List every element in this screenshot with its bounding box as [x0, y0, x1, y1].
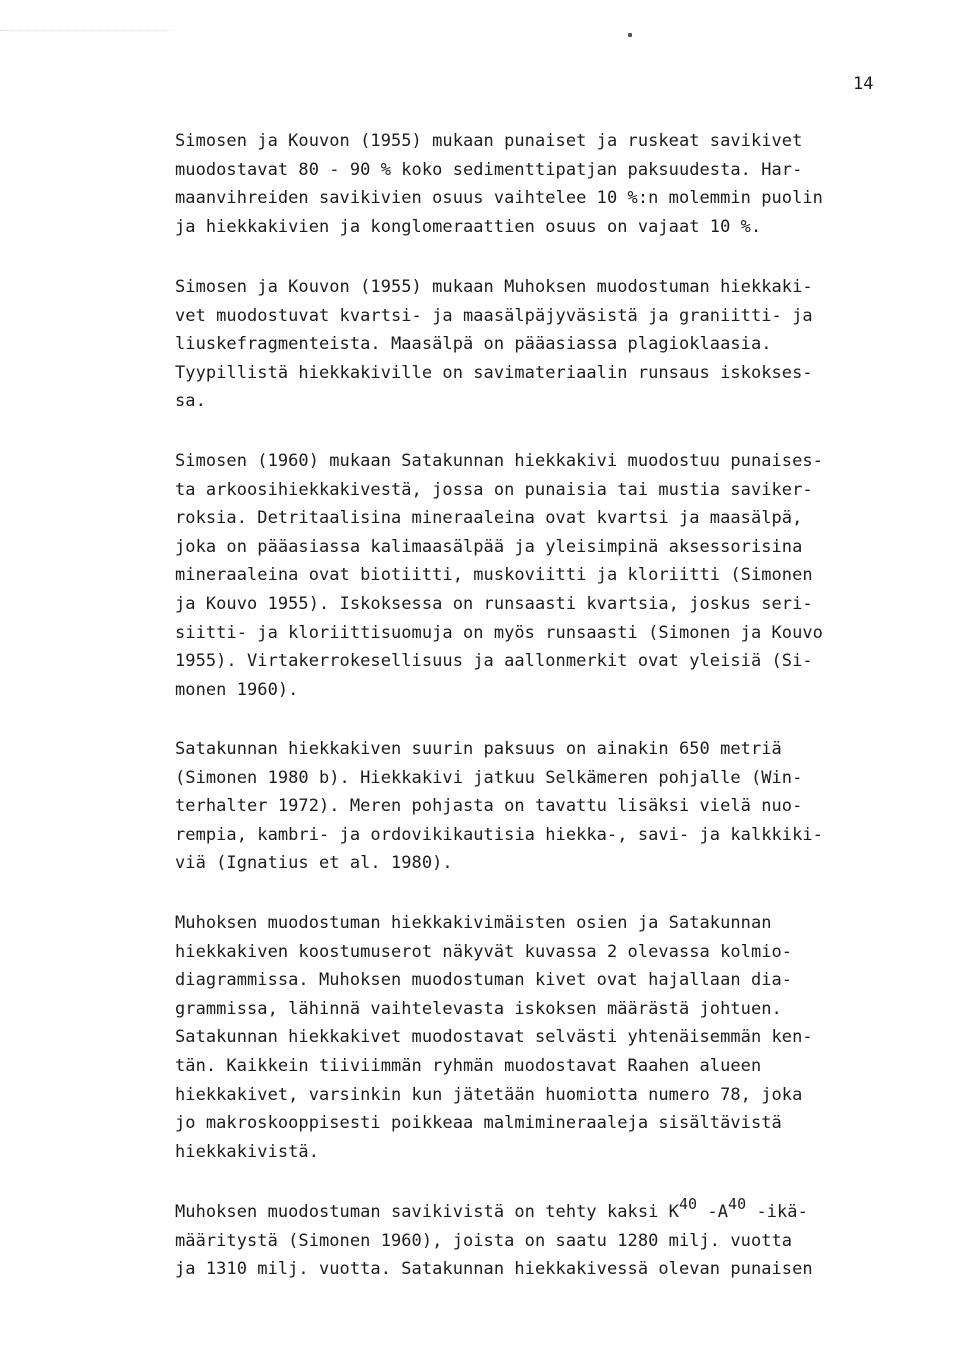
- text-line: diagrammissa. Muhoksen muodostuman kivet ovat hajallaan dia-: [175, 970, 793, 991]
- scan-speck: [628, 33, 632, 37]
- text-line: (Simonen 1980 b). Hiekkakivi jatkuu Selkämeren pohjalle (Win-: [175, 767, 803, 788]
- text-line: tän. Kaikkein tiiviimmän ryhmän muodostavat Raahen alueen: [175, 1055, 762, 1076]
- text-line: hiekkakivet, varsinkin kun jätetään huomiotta numero 78, joka: [175, 1084, 803, 1105]
- text-line: Simosen (1960) mukaan Satakunnan hiekkakivi muodostuu punaises-: [175, 451, 823, 471]
- paragraph-4: [175, 735, 823, 878]
- text-line: Simosen ja Kouvon (1955) mukaan Muhoksen muodostuman hiekkaki-: [175, 277, 813, 297]
- text-line: määritystä (Simonen 1960), joista on saatu 1280 milj. vuotta: [175, 1230, 793, 1251]
- text-line: liuskefragmenteista. Maasälpä on pääasiassa plagioklaasia.: [175, 334, 772, 355]
- text-line: ja 1310 milj. vuotta. Satakunnan hiekkakivessä olevan punaisen: [175, 1259, 813, 1280]
- text-line: roksia. Detritaalisina mineraaleina ovat kvartsi ja maasälpä,: [175, 508, 803, 529]
- scan-artifact: [0, 30, 170, 39]
- text-line-with-isotopes: [175, 1195, 813, 1227]
- text-line: ja Kouvo 1955). Iskoksessa on runsaasti kvartsia, joskus seri-: [175, 593, 813, 614]
- text-line: ta arkoosihiekkakivestä, jossa on punaisia tai mustia saviker-: [175, 479, 813, 500]
- text-line: vet muodostuvat kvartsi- ja maasälpäjyväsistä ja graniitti- ja: [175, 305, 813, 326]
- text-line: muodostavat 80 - 90 % koko sedimenttipatjan paksuudesta. Har-: [175, 159, 803, 180]
- superscript-mass-number: 40: [678, 1195, 698, 1213]
- text-line: monen 1960).: [175, 679, 299, 700]
- text-line: ja hiekkakivien ja konglomeraattien osuus on vajaat 10 %.: [175, 216, 762, 237]
- text-segment: Muhoksen muodostuman savikivistä on tehty kaksi K: [175, 1202, 679, 1222]
- text-line: Tyypillistä hiekkakiville on savimateriaalin runsaus iskokses-: [175, 362, 813, 383]
- text-segment: -A: [697, 1202, 728, 1222]
- paragraph-1: [175, 127, 823, 241]
- text-line: mineraaleina ovat biotiitti, muskoviitti ja kloriitti (Simonen: [175, 565, 813, 586]
- text-line: Simosen ja Kouvon (1955) mukaan punaiset ja ruskeat savikivet: [175, 131, 803, 151]
- text-line: Satakunnan hiekkakiven suurin paksuus on ainakin 650 metriä: [175, 739, 782, 759]
- text-line: maanvihreiden savikivien osuus vaihtelee 10 %:n molemmin puolin: [175, 188, 823, 209]
- page-number: 14: [853, 74, 874, 94]
- paragraph-6: [175, 1195, 813, 1284]
- paragraph-2: [175, 273, 813, 416]
- text-line: rempia, kambri- ja ordovikikautisia hiekka-, savi- ja kalkkiki-: [175, 824, 823, 845]
- text-line: 1955). Virtakerrokesellisuus ja aallonmerkit ovat yleisiä (Si-: [175, 651, 813, 672]
- text-line: terhalter 1972). Meren pohjasta on tavattu lisäksi vielä nuo-: [175, 796, 803, 817]
- text-line: hiekkakivistä.: [175, 1141, 319, 1162]
- paragraph-5: [175, 909, 813, 1166]
- text-line: Satakunnan hiekkakivet muodostavat selvästi yhtenäisemmän ken-: [175, 1027, 813, 1048]
- text-segment: -ikä-: [746, 1202, 808, 1222]
- text-line: sa.: [175, 391, 206, 412]
- superscript-mass-number: 40: [728, 1195, 747, 1213]
- text-line: Muhoksen muodostuman hiekkakivimäisten osien ja Satakunnan: [175, 913, 772, 933]
- text-line: joka on pääasiassa kalimaasälpää ja yleisimpinä aksessorisina: [175, 536, 803, 557]
- text-line: hiekkakiven koostumuserot näkyvät kuvassa 2 olevassa kolmio-: [175, 941, 793, 962]
- text-line: siitti- ja kloriittisuomuja on myös runsaasti (Simonen ja Kouvo: [175, 622, 823, 643]
- text-line: viä (Ignatius et al. 1980).: [175, 853, 453, 874]
- text-line: grammissa, lähinnä vaihtelevasta iskoksen määrästä johtuen.: [175, 998, 782, 1019]
- text-line: jo makroskooppisesti poikkeaa malmimineraaleja sisältävistä: [175, 1113, 782, 1134]
- paragraph-3: [175, 447, 823, 704]
